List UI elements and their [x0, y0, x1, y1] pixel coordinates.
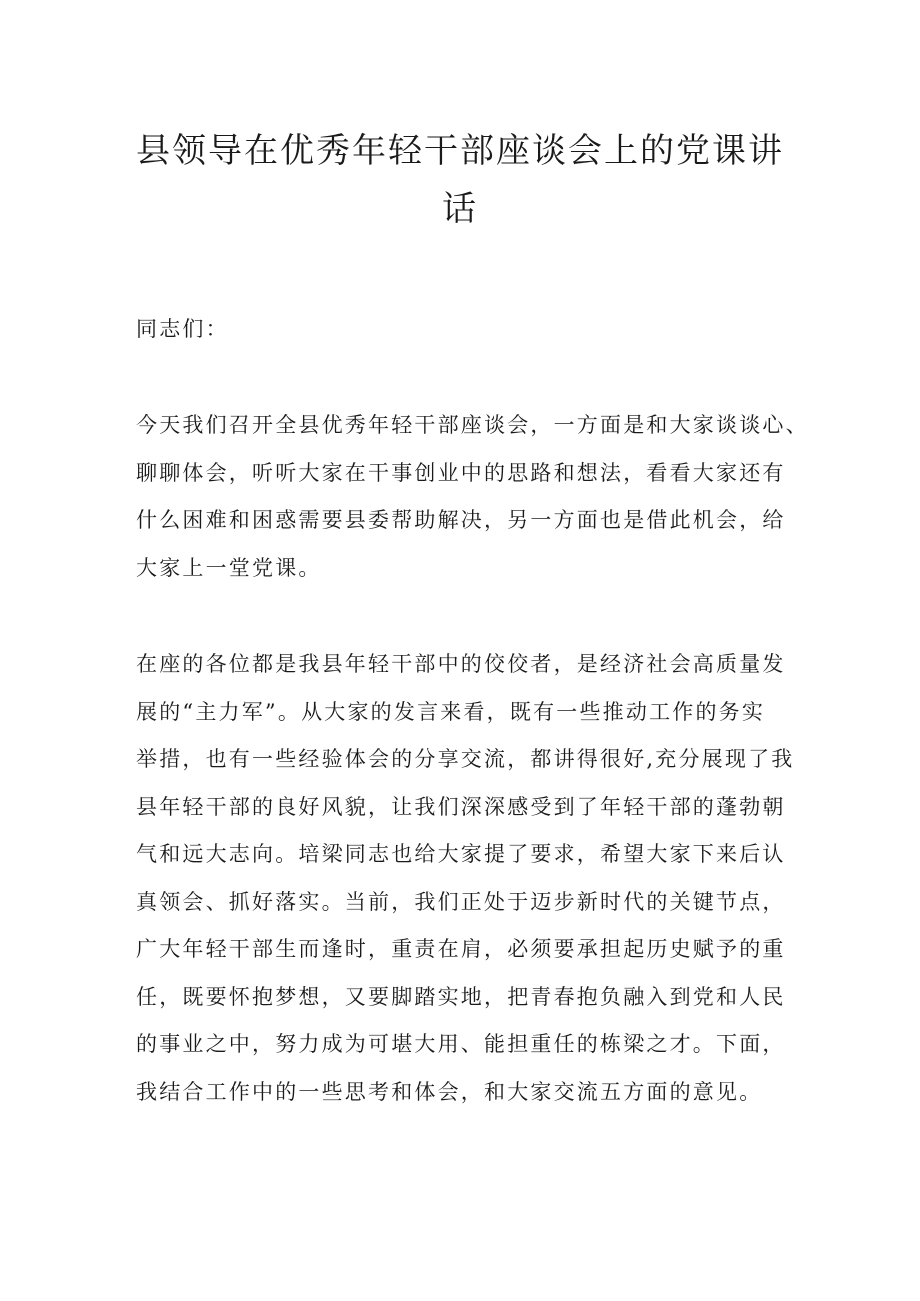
- paragraph-line: 真领会、抓好落实。当前，我们正处于迈步新时代的关键节点，: [136, 889, 786, 914]
- paragraph-line: 展的“主力军”。从大家的发言来看，既有一些推动工作的务实: [136, 699, 766, 724]
- paragraph-line: 县年轻干部的良好风貌，让我们深深感受到了年轻干部的蓬勃朝: [136, 794, 786, 819]
- paragraph-line: 什么困难和困惑需要县委帮助解决，另一方面也是借此机会，给: [136, 508, 786, 532]
- paragraph-line: 举措，也有一些经验体会的分享交流，都讲得很好,充分展现了我: [136, 747, 795, 771]
- paragraph-line: 在座的各位都是我县年轻干部中的佼佼者，是经济社会高质量发: [136, 652, 786, 676]
- title-line: 话: [442, 189, 478, 229]
- paragraph-line: 的事业之中，努力成为可堪大用、能担重任的栋梁之才。下面，: [136, 1032, 786, 1056]
- paragraph-intro: [136, 402, 816, 592]
- document-title: [120, 122, 800, 238]
- paragraph-line: 大家上一堂党课。: [136, 555, 322, 580]
- title-line: 县领导在优秀年轻干部座谈会上的党课讲: [136, 131, 784, 171]
- paragraph-line: 气和远大志向。培梁同志也给大家提了要求，希望大家下来后认: [136, 842, 786, 866]
- paragraph-line: 聊聊体会，听听大家在干事创业中的思路和想法，看看大家还有: [136, 460, 786, 485]
- paragraph-line: 广大年轻干部生而逢时，重责在肩，必须要承担起历史赋予的重: [136, 937, 786, 961]
- salutation: 同志们：: [136, 317, 229, 341]
- paragraph-body: [136, 641, 816, 1116]
- paragraph-line: 任，既要怀抱梦想，又要脚踏实地，把青春抱负融入到党和人民: [136, 984, 786, 1009]
- paragraph-line: 我结合工作中的一些思考和体会，和大家交流五方面的意见。: [136, 1079, 763, 1104]
- paragraph-line: 今天我们召开全县优秀年轻干部座谈会，一方面是和大家谈谈心、: [136, 413, 809, 437]
